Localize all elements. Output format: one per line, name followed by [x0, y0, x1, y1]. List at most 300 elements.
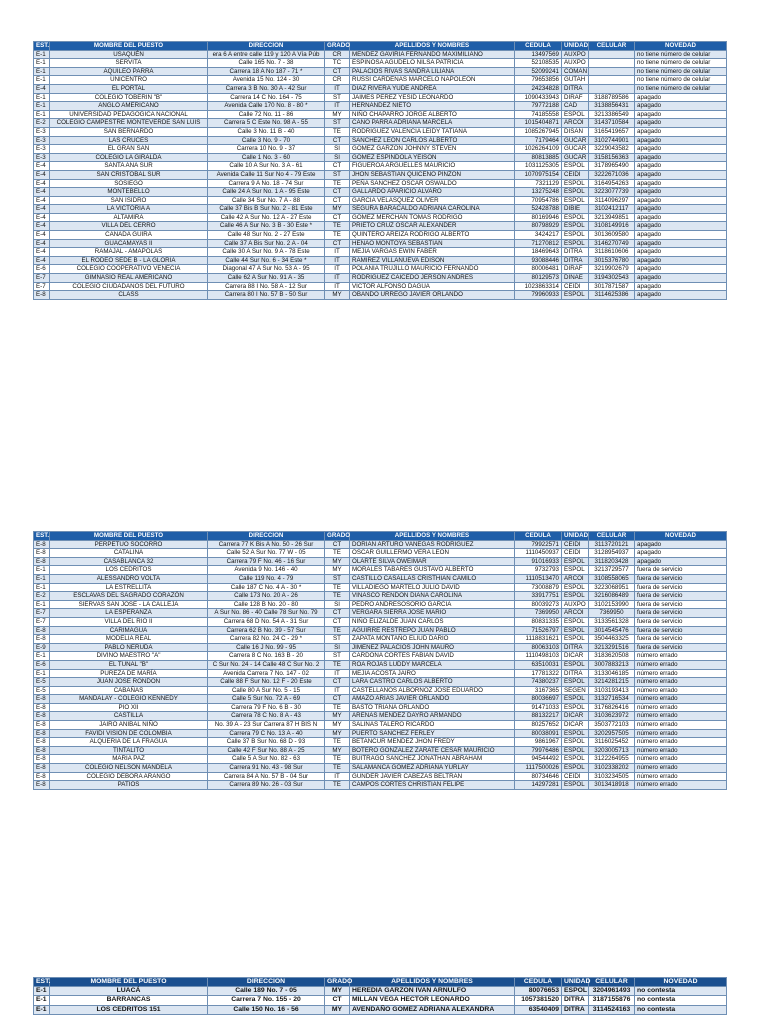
cell-direccion: Carrera 77 K Bis A No. 50 - 26 Sur: [208, 540, 325, 549]
cell-grado: CT: [325, 678, 350, 687]
cell-cedula: 80039273: [515, 600, 562, 609]
cell-est: E-7: [34, 609, 50, 618]
cell-nombres: PUERTO SANCHEZ FERLEY: [350, 729, 515, 738]
cell-grado: MY: [325, 729, 350, 738]
cell-est: E-8: [34, 772, 50, 781]
cell-cedula: 88132217: [515, 712, 562, 721]
cell-unidad: ARCOI: [562, 574, 589, 583]
cell-novedad: número errado: [635, 755, 727, 764]
cell-unidad: DIBIE: [562, 205, 589, 214]
cell-celular: 3103623972: [589, 712, 635, 721]
cell-puesto: MODELIA REAL: [50, 635, 208, 644]
cell-est: E-4: [34, 162, 50, 171]
cell-nombres: VERGARA SIERRA JOSE MARIO: [350, 609, 515, 618]
cell-cedula: 79976486: [515, 746, 562, 755]
cell-grado: TE: [325, 583, 350, 592]
cell-grado: CR: [325, 76, 350, 85]
cell-nombres: GUNDER JAVIER CABEZAS BELTRAN: [350, 772, 515, 781]
cell-cedula: 74380237: [515, 678, 562, 687]
cell-est: E-1: [34, 67, 50, 76]
cell-puesto: CATALINA: [50, 549, 208, 558]
cell-nombres: RAMIREZ VILLANUEVA EDISON: [350, 256, 515, 265]
table-row: [34, 179, 727, 188]
col-header-novedad: NOVEDAD: [635, 978, 727, 987]
cell-unidad: ESPOL: [562, 617, 589, 626]
cell-direccion: Calle 3 No. 11 B - 40: [208, 127, 325, 136]
cell-grado: CR: [325, 50, 350, 59]
cell-novedad: apagado: [635, 557, 727, 566]
cell-est: E-8: [34, 712, 50, 721]
cell-puesto: LUACÁ: [50, 987, 208, 996]
col-header-est: EST.: [34, 42, 50, 51]
cell-grado: IT: [325, 282, 350, 291]
cell-celular: 3213386549: [589, 110, 635, 119]
cell-direccion: Calle 80 A Sur No. 5 - 15: [208, 686, 325, 695]
table-row: [34, 127, 727, 136]
cell-cedula: 73008879: [515, 583, 562, 592]
cell-puesto: CLASS: [50, 291, 208, 300]
cell-puesto: PABLO NERUDA: [50, 643, 208, 652]
cell-cedula: 52428788: [515, 205, 562, 214]
table-row: [34, 188, 727, 197]
cell-cedula: 7179464: [515, 136, 562, 145]
cell-cedula: 9861967: [515, 738, 562, 747]
cell-grado: MY: [325, 987, 350, 996]
cell-celular: 3194302543: [589, 274, 635, 283]
col-header-cedula: CEDULA: [515, 532, 562, 541]
cell-direccion: Carrera 89 No. 26 - 03 Sur: [208, 781, 325, 790]
cell-novedad: número errado: [635, 695, 727, 704]
cell-nombres: JAIMES PEREZ YESID LEONARDO: [350, 93, 515, 102]
cell-puesto: LOS CEDRITOS 151: [50, 1005, 208, 1014]
cell-puesto: EL GRAN SAN: [50, 145, 208, 154]
cell-novedad: no tiene número de celular: [635, 67, 727, 76]
cell-grado: TC: [325, 59, 350, 68]
cell-cedula: 9732793: [515, 566, 562, 575]
cell-celular: 3132716534: [589, 695, 635, 704]
cell-unidad: ESPOL: [562, 678, 589, 687]
cell-unidad: DITRA: [562, 84, 589, 93]
cell-direccion: Calle 3 No. 9 - 70: [208, 136, 325, 145]
cell-puesto: CANADA GUIRA: [50, 231, 208, 240]
cell-celular: 3108558065: [589, 574, 635, 583]
cell-unidad: ESPOL: [562, 162, 589, 171]
cell-novedad: número errado: [635, 764, 727, 773]
cell-est: E-1: [34, 669, 50, 678]
cell-nombres: BETANCUR MENDEZ JHON FREDY: [350, 738, 515, 747]
cell-unidad: ESPOL: [562, 196, 589, 205]
table-row: [34, 557, 727, 566]
cell-puesto: LA ESTRELLITA: [50, 583, 208, 592]
cell-unidad: ESPOL: [562, 239, 589, 248]
table-row: [34, 703, 727, 712]
cell-celular: 3216086489: [589, 592, 635, 601]
cell-novedad: fuera de servicio: [635, 600, 727, 609]
cell-celular: [589, 59, 635, 68]
cell-unidad: DITRA: [562, 1005, 589, 1014]
cell-nombres: AGUIRRE RESTREPO JUAN PABLO: [350, 626, 515, 635]
table-row: [34, 721, 727, 730]
cell-unidad: ESPOL: [562, 764, 589, 773]
cell-nombres: CAMPOS CORTES CHRISTIAN FELIPE: [350, 781, 515, 790]
cell-direccion: era 6 A entre calle 119 y 120 A Vía Púb: [208, 50, 325, 59]
cell-puesto: COLEGIO CAMPESTRE MONTEVERDE SAN LUIS: [50, 119, 208, 128]
cell-novedad: apagado: [635, 145, 727, 154]
cell-novedad: número errado: [635, 746, 727, 755]
cell-puesto: ALQUERIA DE LA FRAGUA: [50, 738, 208, 747]
cell-direccion: Carrera 14 C No. 164 - 75: [208, 93, 325, 102]
cell-novedad: fuera de servicio: [635, 617, 727, 626]
col-header-nombres: APELLIDOS Y NOMBRES: [350, 532, 515, 541]
cell-cedula: 94544492: [515, 755, 562, 764]
cell-celular: 3114625386: [589, 291, 635, 300]
cell-unidad: DICAR: [562, 712, 589, 721]
col-header-puesto: MOMBRE DEL PUESTO: [50, 532, 208, 541]
cell-direccion: Calle 88 F Sur No. 12 F - 20 Este: [208, 678, 325, 687]
cell-nombres: OLARTE SILVA OWEIMAR: [350, 557, 515, 566]
cell-grado: TE: [325, 127, 350, 136]
cell-nombres: GOMEZ GARZON JOHNNY STEVEN: [350, 145, 515, 154]
cell-cedula: 91471033: [515, 703, 562, 712]
cell-nombres: BOTERO GONZALEZ ZARATE CESAR MAURICIO: [350, 746, 515, 755]
cell-unidad: CEIDI: [562, 549, 589, 558]
cell-cedula: 13275248: [515, 188, 562, 197]
cell-cedula: 80129573: [515, 274, 562, 283]
cell-puesto: SIERVAS SAN JOSE - LA CALLEJA: [50, 600, 208, 609]
cell-unidad: ESPOL: [562, 755, 589, 764]
cell-grado: MY: [325, 205, 350, 214]
cell-novedad: número errado: [635, 703, 727, 712]
cell-novedad: apagado: [635, 265, 727, 274]
cell-nombres: PALACIOS RIVAS SANDRA LILIANA: [350, 67, 515, 76]
cell-grado: IT: [325, 686, 350, 695]
cell-puesto: COLEGIO COOPERATIVO VENECIA: [50, 265, 208, 274]
col-header-direccion: DIRECCION: [208, 532, 325, 541]
cell-grado: CT: [325, 213, 350, 222]
table-row: [34, 282, 727, 291]
table-row: [34, 1005, 727, 1014]
cell-celular: 3183620508: [589, 652, 635, 661]
cell-grado: TE: [325, 781, 350, 790]
col-header-est: EST.: [34, 978, 50, 987]
cell-est: E-7: [34, 282, 50, 291]
cell-nombres: ARENAS MENDEZ DAYRO ARMANDO: [350, 712, 515, 721]
cell-celular: 3146270749: [589, 239, 635, 248]
table-row: [34, 669, 727, 678]
cell-direccion: Calle 5 Sur No. 72 A - 69: [208, 695, 325, 704]
cell-unidad: DIRAF: [562, 93, 589, 102]
cell-celular: 3213949851: [589, 213, 635, 222]
cell-cedula: 13497569: [515, 50, 562, 59]
cell-puesto: GIMNASIO REAL AMERICANO: [50, 274, 208, 283]
cell-est: E-8: [34, 738, 50, 747]
cell-nombres: ESPINOSA AGUDELO NILSA PATRICIA: [350, 59, 515, 68]
cell-direccion: Calle 72 No. 11 - 86: [208, 110, 325, 119]
cell-grado: SI: [325, 643, 350, 652]
cell-grado: IT: [325, 669, 350, 678]
cell-novedad: fuera de servicio: [635, 583, 727, 592]
cell-nombres: MEJIA VARGAS EWIN FABER: [350, 248, 515, 257]
cell-direccion: Calle 150 No. 16 - 56: [208, 1005, 325, 1014]
cell-unidad: ESPOL: [562, 557, 589, 566]
table-row: [34, 678, 727, 687]
cell-cedula: 79772188: [515, 102, 562, 111]
cell-cedula: 80831335: [515, 617, 562, 626]
cell-unidad: ESPOL: [562, 746, 589, 755]
cell-puesto: LA ESPERANZA: [50, 609, 208, 618]
cell-unidad: GUCAR: [562, 136, 589, 145]
cell-direccion: Calle 37 Bis B Sur No. 2 - 81 Este: [208, 205, 325, 214]
cell-grado: TE: [325, 231, 350, 240]
cell-est: E-8: [34, 746, 50, 755]
cell-cedula: 1117500026: [515, 764, 562, 773]
cell-celular: [589, 67, 635, 76]
cell-direccion: Calle 42 F Sur No. 88 A - 25: [208, 746, 325, 755]
cell-grado: TE: [325, 755, 350, 764]
col-header-grado: GRADO: [325, 532, 350, 541]
cell-nombres: FIGUEROA ARGUELLES MAURICIO: [350, 162, 515, 171]
cell-celular: 3504463325: [589, 635, 635, 644]
cell-novedad: número errado: [635, 652, 727, 661]
cell-celular: 3013418918: [589, 781, 635, 790]
cell-unidad: COMAN: [562, 67, 589, 76]
cell-celular: 3116025452: [589, 738, 635, 747]
cell-est: E-4: [34, 256, 50, 265]
cell-puesto: RAMAJAL - AMAPOLAS: [50, 248, 208, 257]
cell-grado: CT: [325, 188, 350, 197]
cell-grado: TE: [325, 703, 350, 712]
cell-unidad: ESPOL: [562, 703, 589, 712]
cell-grado: TE: [325, 660, 350, 669]
cell-puesto: USAQUÉN: [50, 50, 208, 59]
cell-grado: ST: [325, 170, 350, 179]
cell-puesto: COLEGIO TOBERIN "B": [50, 93, 208, 102]
cell-cedula: 1090433943: [515, 93, 562, 102]
cell-novedad: apagado: [635, 170, 727, 179]
cell-direccion: Calle 48 Sur No. 2 - 27 Este: [208, 231, 325, 240]
cell-grado: TE: [325, 738, 350, 747]
cell-nombres: JIMENEZ PALACIOS JOHN MAURO: [350, 643, 515, 652]
cell-nombres: MEJIA ACOSTA JAIRO: [350, 669, 515, 678]
cell-novedad: fuera de servicio: [635, 643, 727, 652]
table-row: [34, 196, 727, 205]
cell-celular: 3213729577: [589, 566, 635, 575]
cell-est: E-2: [34, 119, 50, 128]
cell-grado: ST: [325, 119, 350, 128]
cell-nombres: BASTO TRIANA ORLANDO: [350, 703, 515, 712]
col-header-celular: CELULAR: [589, 42, 635, 51]
cell-nombres: VICTOR ALFONSO DAGUA: [350, 282, 515, 291]
cell-novedad: no contesta: [635, 1005, 727, 1014]
cell-est: E-1: [34, 110, 50, 119]
cell-novedad: número errado: [635, 669, 727, 678]
cell-grado: CT: [325, 239, 350, 248]
cell-nombres: JHON SEBASTIAN QUICENO PINZON: [350, 170, 515, 179]
cell-est: E-8: [34, 729, 50, 738]
cell-cedula: 80038091: [515, 729, 562, 738]
col-header-novedad: NOVEDAD: [635, 42, 727, 51]
cell-cedula: 79960933: [515, 291, 562, 300]
cell-cedula: 80798929: [515, 222, 562, 231]
cell-est: E-3: [34, 153, 50, 162]
cell-puesto: MANDALAY - COLEGIO KENNEDY: [50, 695, 208, 704]
col-header-unidad: UNIDAD: [562, 42, 589, 51]
cell-novedad: número errado: [635, 712, 727, 721]
cell-celular: 3102338202: [589, 764, 635, 773]
cell-grado: ST: [325, 574, 350, 583]
table-row: [34, 67, 727, 76]
cell-cedula: 1057381520: [515, 996, 562, 1005]
cell-unidad: ESPOL: [562, 635, 589, 644]
table-row: [34, 256, 727, 265]
table-row: [34, 592, 727, 601]
cell-celular: 7369950: [589, 609, 635, 618]
cell-cedula: 1085267945: [515, 127, 562, 136]
cell-cedula: 7369950: [515, 609, 562, 618]
cell-grado: IT: [325, 84, 350, 93]
table-row: [34, 170, 727, 179]
table-row: [34, 213, 727, 222]
cell-direccion: Carrera 18 A No 187 - 71 *: [208, 67, 325, 76]
cell-grado: IT: [325, 265, 350, 274]
table-section-no-contesta: [33, 977, 727, 1015]
cell-celular: 3229043582: [589, 145, 635, 154]
cell-cedula: 80063103: [515, 643, 562, 652]
cell-puesto: COLEGIO CIUDADANOS DEL FUTURO: [50, 282, 208, 291]
cell-celular: 3102153990: [589, 600, 635, 609]
cell-direccion: Carrera 82 No. 24 C - 29 *: [208, 635, 325, 644]
cell-nombres: RODRIGUEZ CAICEDO JERSON ANDRES: [350, 274, 515, 283]
cell-nombres: MENDEZ GAVIRIA FERNANDO MAXIMILIANO: [350, 50, 515, 59]
col-header-puesto: MOMBRE DEL PUESTO: [50, 42, 208, 51]
cell-puesto: BARRANCAS: [50, 996, 208, 1005]
cell-celular: 3165419657: [589, 127, 635, 136]
cell-novedad: no tiene número de celular: [635, 76, 727, 85]
cell-nombres: PRIETO CRUZ OSCAR ALEXANDER: [350, 222, 515, 231]
cell-est: E-4: [34, 231, 50, 240]
cell-novedad: apagado: [635, 231, 727, 240]
cell-unidad: ESPOL: [562, 222, 589, 231]
cell-unidad: ESPOL: [562, 592, 589, 601]
table-row: [34, 162, 727, 171]
cell-puesto: PIO XII: [50, 703, 208, 712]
cell-novedad: número errado: [635, 721, 727, 730]
table-row: [34, 660, 727, 669]
table-row: [34, 617, 727, 626]
table-row: [34, 239, 727, 248]
cell-est: E-1: [34, 102, 50, 111]
cell-est: E-8: [34, 695, 50, 704]
cell-nombres: SALINAS TALERO RICARDO: [350, 721, 515, 730]
cell-nombres: RODRIGUEZ VALENCIA LEIDY TATIANA: [350, 127, 515, 136]
cell-celular: 3214281215: [589, 678, 635, 687]
cell-direccion: Avenida 15 No. 124 - 30: [208, 76, 325, 85]
cell-novedad: apagado: [635, 540, 727, 549]
cell-nombres: HEREDIA GARZON IVAN ARNULFO: [350, 987, 515, 996]
cell-celular: 3103234505: [589, 772, 635, 781]
cell-direccion: Carrera 80 I No. 57 B - 50 Sur: [208, 291, 325, 300]
cell-direccion: Calle 46 A Sur No. 3 B - 30 Este *: [208, 222, 325, 231]
col-header-unidad: UNIDAD: [562, 978, 589, 987]
cell-novedad: apagado: [635, 127, 727, 136]
cell-novedad: apagado: [635, 136, 727, 145]
cell-celular: 3213291516: [589, 643, 635, 652]
cell-grado: MY: [325, 1005, 350, 1014]
cell-grado: MY: [325, 746, 350, 755]
cell-grado: CT: [325, 196, 350, 205]
table-row: [34, 635, 727, 644]
cell-nombres: AMAZO ARIAS JAVIER ORLANDO: [350, 695, 515, 704]
cell-celular: [589, 50, 635, 59]
cell-direccion: Avenida Calle 170 No. 8 - 80 *: [208, 102, 325, 111]
cell-grado: CT: [325, 162, 350, 171]
cell-cedula: 3167365: [515, 686, 562, 695]
cell-est: E-8: [34, 540, 50, 549]
table-row: [34, 222, 727, 231]
cell-nombres: PEDRO ANDRESOSORIO GARCIA: [350, 600, 515, 609]
cell-unidad: GUTAH: [562, 76, 589, 85]
cell-direccion: A Sur No. 86 - 40 Calle 78 Sur No. 79: [208, 609, 325, 618]
cell-puesto: COLEGIO DEBORA ARANGO: [50, 772, 208, 781]
cell-cedula: 80257652: [515, 721, 562, 730]
cell-celular: 3219902679: [589, 265, 635, 274]
cell-direccion: Calle 10 A Sur No. 3 A - 61: [208, 162, 325, 171]
cell-puesto: CABAÑAS: [50, 686, 208, 695]
cell-celular: 3108149916: [589, 222, 635, 231]
cell-novedad: apagado: [635, 188, 727, 197]
cell-cedula: 63540409: [515, 1005, 562, 1014]
cell-unidad: DINAE: [562, 274, 589, 283]
cell-puesto: LOS CEDRITOS: [50, 566, 208, 575]
cell-grado: ST: [325, 93, 350, 102]
cell-puesto: VILLA DEL RIO II: [50, 617, 208, 626]
cell-direccion: Calle 24 A Sur No. 1 A - 95 Este: [208, 188, 325, 197]
table-row: [34, 729, 727, 738]
cell-nombres: VILLADIEGO MARTELO JULIO DAVID: [350, 583, 515, 592]
cell-est: E-2: [34, 592, 50, 601]
cell-puesto: CARIMAGUA: [50, 626, 208, 635]
cell-unidad: AUXPO: [562, 600, 589, 609]
cell-unidad: AUXPO: [562, 50, 589, 59]
cell-est: E-4: [34, 239, 50, 248]
cell-cedula: 1110450937: [515, 549, 562, 558]
cell-unidad: DISAN: [562, 127, 589, 136]
cell-novedad: número errado: [635, 686, 727, 695]
cell-grado: CT: [325, 996, 350, 1005]
cell-cedula: 79653856: [515, 76, 562, 85]
cell-nombres: SALAMANCA GOMEZ ADRIANA YURLAY: [350, 764, 515, 773]
cell-cedula: 7321129: [515, 179, 562, 188]
cell-direccion: Calle 34 Sur No. 7 A - 88: [208, 196, 325, 205]
cell-puesto: PATIOS: [50, 781, 208, 790]
cell-puesto: ALESSANDRO VOLTA: [50, 574, 208, 583]
cell-est: E-3: [34, 145, 50, 154]
cell-nombres: MILLAN VEGA HECTOR LEONARDO: [350, 996, 515, 1005]
cell-puesto: MONTEBELLO: [50, 188, 208, 197]
cell-puesto: VILLA DEL CERRO: [50, 222, 208, 231]
cell-direccion: Calle 189 No. 7 - 05: [208, 987, 325, 996]
cell-puesto: COLEGIO LA GIRALDA: [50, 153, 208, 162]
cell-unidad: ARCOI: [562, 609, 589, 618]
col-header-direccion: DIRECCION: [208, 42, 325, 51]
cell-puesto: PUREZA DE MARÍA: [50, 669, 208, 678]
cell-puesto: ANGLO AMERICANO: [50, 102, 208, 111]
cell-unidad: ARCOI: [562, 119, 589, 128]
cell-novedad: apagado: [635, 239, 727, 248]
col-header-nombres: APELLIDOS Y NOMBRES: [350, 978, 515, 987]
cell-unidad: DITRA: [562, 996, 589, 1005]
cell-direccion: Calle 44 Sur No. 6 - 34 Este *: [208, 256, 325, 265]
